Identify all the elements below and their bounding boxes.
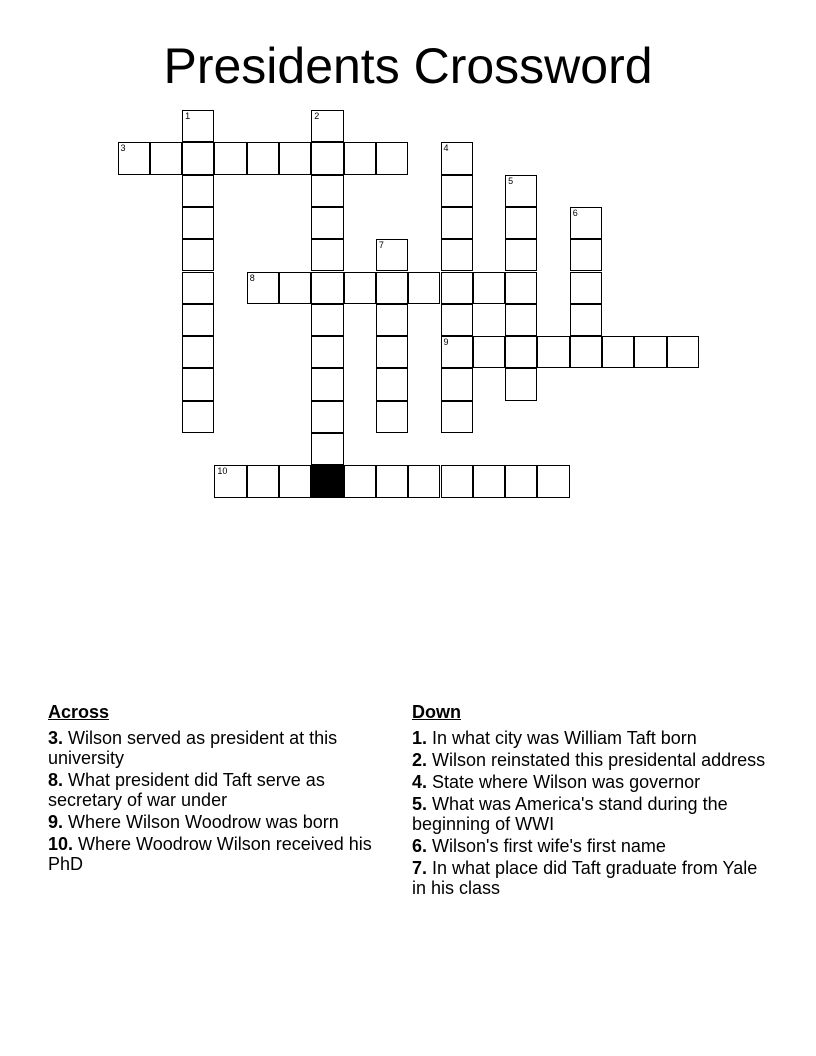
grid-cell[interactable] [505, 239, 537, 271]
grid-cell[interactable] [279, 142, 311, 174]
grid-cell[interactable] [505, 368, 537, 400]
grid-cell[interactable] [376, 465, 408, 497]
grid-cell[interactable] [376, 401, 408, 433]
grid-cell[interactable] [570, 239, 602, 271]
clue-down-2: 2. Wilson reinstated this presidental address [412, 750, 766, 770]
grid-cell[interactable] [537, 336, 569, 368]
grid-cell[interactable] [376, 142, 408, 174]
grid-cell[interactable] [182, 401, 214, 433]
grid-cell[interactable] [247, 272, 279, 304]
grid-cell[interactable] [311, 433, 343, 465]
clue-number: 6 [572, 207, 578, 218]
across-clues [48, 702, 398, 876]
grid-cell[interactable] [247, 142, 279, 174]
down-clues [412, 702, 772, 900]
grid-cell[interactable] [441, 336, 473, 368]
grid-cell[interactable] [376, 368, 408, 400]
grid-cell[interactable] [182, 142, 214, 174]
grid-cell[interactable] [505, 175, 537, 207]
grid-cell[interactable] [311, 336, 343, 368]
grid-cell[interactable] [182, 336, 214, 368]
grid-cell[interactable] [376, 272, 408, 304]
down-heading: Down [412, 702, 461, 722]
grid-cell[interactable] [505, 272, 537, 304]
grid-cell[interactable] [344, 272, 376, 304]
grid-cell[interactable] [634, 336, 666, 368]
clue-number: 4 [443, 143, 449, 154]
grid-cell[interactable] [441, 465, 473, 497]
grid-cell[interactable] [150, 142, 182, 174]
grid-cell[interactable] [182, 175, 214, 207]
grid-cell[interactable] [376, 239, 408, 271]
grid-cell[interactable] [214, 142, 246, 174]
grid-cell[interactable] [667, 336, 699, 368]
grid-cell[interactable] [473, 272, 505, 304]
grid-cell[interactable] [441, 304, 473, 336]
grid-cell[interactable] [441, 239, 473, 271]
grid-cell[interactable] [570, 336, 602, 368]
grid-cell[interactable] [570, 272, 602, 304]
grid-cell[interactable] [279, 465, 311, 497]
grid-cell[interactable] [311, 142, 343, 174]
crossword-grid [0, 0, 816, 520]
grid-cell[interactable] [441, 175, 473, 207]
grid-cell[interactable] [311, 272, 343, 304]
grid-cell[interactable] [408, 465, 440, 497]
page-title: Presidents Crossword [163, 38, 653, 94]
clue-across-10: 10. Where Woodrow Wilson received his PhD [48, 834, 372, 874]
clue-down-1: 1. In what city was William Taft born [412, 728, 697, 748]
across-heading: Across [48, 702, 110, 722]
clue-down-5: 5. What was America's stand during the beginning of WWI [412, 794, 728, 834]
grid-cell[interactable] [408, 272, 440, 304]
grid-cell[interactable] [376, 336, 408, 368]
grid-cell[interactable] [182, 110, 214, 142]
grid-cell[interactable] [182, 304, 214, 336]
grid-cell[interactable] [441, 207, 473, 239]
clue-number: 7 [378, 240, 384, 251]
clue-number: 9 [443, 337, 449, 348]
grid-cell[interactable] [182, 368, 214, 400]
grid-cell[interactable] [505, 336, 537, 368]
clue-across-8: 8. What president did Taft serve as secretary of war under [48, 770, 325, 810]
grid-cell[interactable] [505, 304, 537, 336]
grid-cell[interactable] [311, 304, 343, 336]
clue-number: 8 [249, 272, 255, 283]
grid-cell[interactable] [311, 207, 343, 239]
grid-cell[interactable] [247, 465, 279, 497]
clue-number: 10 [217, 466, 228, 477]
grid-cell[interactable] [182, 272, 214, 304]
grid-cell[interactable] [441, 401, 473, 433]
clue-number: 5 [508, 175, 514, 186]
grid-cell[interactable] [376, 304, 408, 336]
grid-cell[interactable] [441, 272, 473, 304]
clue-number: 1 [185, 111, 191, 121]
grid-cell[interactable] [505, 465, 537, 497]
grid-cell[interactable] [570, 304, 602, 336]
clue-down-7: 7. In what place did Taft graduate from Yale in his class [412, 858, 758, 898]
grid-cell[interactable] [311, 401, 343, 433]
grid-cell[interactable] [570, 207, 602, 239]
grid-cell[interactable] [182, 239, 214, 271]
clue-across-9: 9. Where Wilson Woodrow was born [48, 812, 339, 832]
grid-cell[interactable] [311, 175, 343, 207]
clue-down-6: 6. Wilson's first wife's first name [412, 836, 666, 856]
grid-cell[interactable] [602, 336, 634, 368]
clue-down-4: 4. State where Wilson was governor [412, 772, 701, 792]
grid-cell[interactable] [279, 272, 311, 304]
grid-cell[interactable] [214, 465, 246, 497]
clue-number: 2 [314, 111, 320, 121]
grid-cell[interactable] [505, 207, 537, 239]
grid-cell[interactable] [344, 465, 376, 497]
clue-across-3: 3. Wilson served as president at this university [48, 728, 338, 768]
grid-cell[interactable] [473, 336, 505, 368]
grid-cell[interactable] [182, 207, 214, 239]
grid-cell[interactable] [311, 110, 343, 142]
grid-cell[interactable] [344, 142, 376, 174]
grid-cell[interactable] [537, 465, 569, 497]
grid-cell[interactable] [311, 239, 343, 271]
grid-cell[interactable] [441, 368, 473, 400]
grid-cell[interactable] [311, 368, 343, 400]
clue-number: 3 [120, 143, 126, 154]
grid-cell[interactable] [473, 465, 505, 497]
grid-cell[interactable] [441, 142, 473, 174]
grid-cell[interactable] [118, 142, 150, 174]
black-cell [311, 465, 343, 497]
